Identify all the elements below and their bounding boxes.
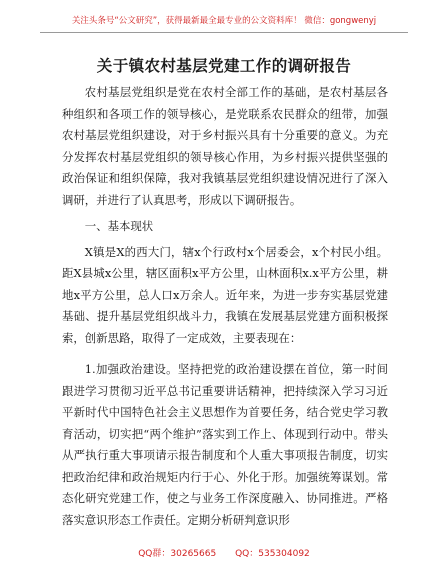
town-overview-paragraph: X镇是X的西大门，辖x个行政村x个居委会，x个村民小组。距X县城x公里，辖区面积x平方公里，山林面积x.x平方公里，耕地x平方公里，总人口x万余人。近年来，为进一步夯实基层党建基础、提升基层党组织战斗力，我镇在发展基层党建方面积极探索，创新思路，取得了一定成效，主要表现在： [62,244,388,345]
document-body [62,82,388,531]
section-heading-basic-status: 一、基本现状 [84,219,154,233]
political-construction-paragraph: 1.加强政治建设。坚持把党的政治建设摆在首位，第一时间跟进学习贯彻习近平总书记重要讲话精神，把持续深入学习习近平新时代中国特色社会主义思想作为首要任务，结合党史学习教育活动，切实把“两个维护”落实到工作上、体现到行动中。带头从严执行重大事项请示报告制度和个人重大事项报告制度，切实把政治纪律和政治规矩内行于心、外化于形。加强统筹谋划。常态化研究党建工作，使之与业务工作深度融入、协同推进。严格落实意识形态工作责任。定期分析研判意识形 [62,362,388,527]
footer-contact [0,546,448,559]
intro-paragraph: 农村基层党组织是党在农村全部工作的基础，是农村基层各种组织和各项工作的领导核心，是党联系农民群众的纽带，加强农村基层党组织建设，对于乡村振兴具有十分重要的意义。为充分发挥农村基层党组织的领导核心作用，为乡村振兴提供坚强的政治保证和组织保障，我对我镇基层党组织建设情况进行了深入调研，并进行了认真思考，形成以下调研报告。 [62,85,388,207]
footer-qq: QQ：535304092 [235,549,310,559]
header-banner: 关注头条号“公文研究”，获得最新最全最专业的公文资料库！ 微信：gongwenyj [71,16,377,26]
footer-qq-group: QQ群：30265665 [138,549,217,559]
document-title: 关于镇农村基层党建工作的调研报告 [96,56,352,75]
header-divider [40,32,408,33]
